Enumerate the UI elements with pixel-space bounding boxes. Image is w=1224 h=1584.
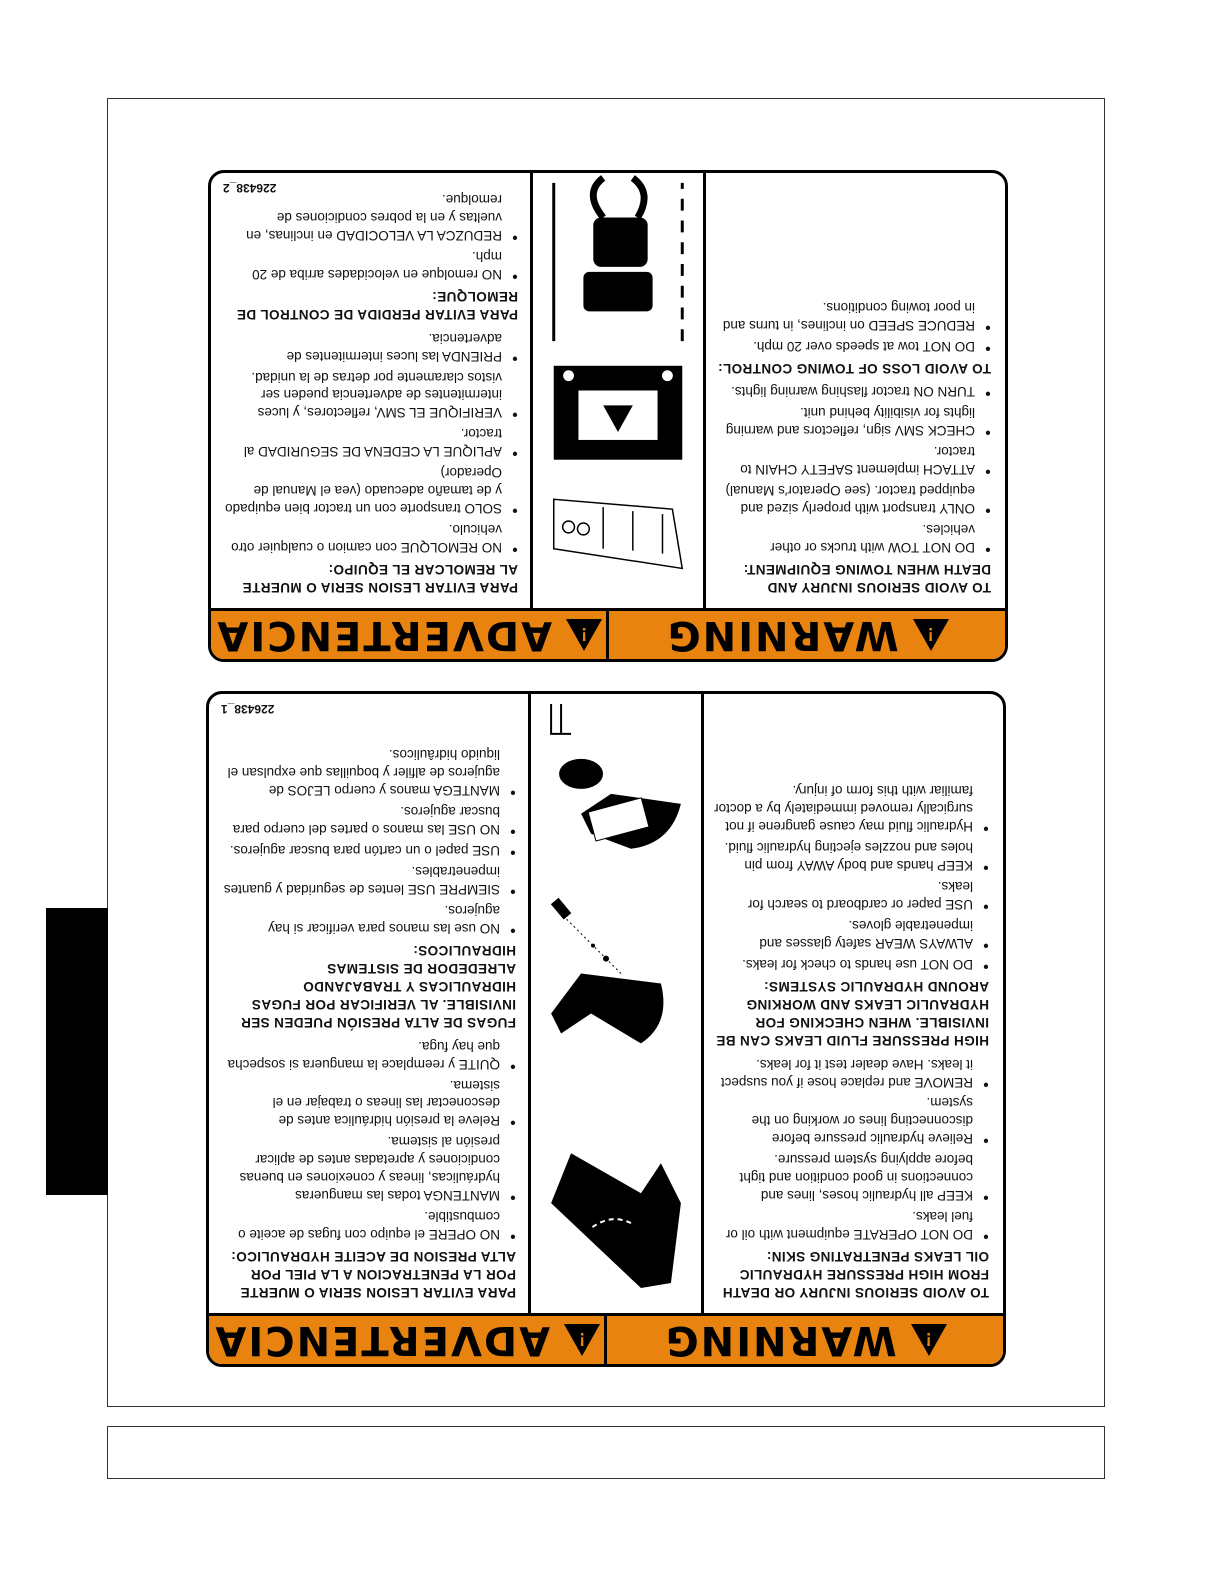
warning-triangle-icon: ! [564, 1324, 600, 1356]
warning-triangle-icon: ! [913, 619, 949, 651]
warning-triangle-icon: ! [566, 619, 602, 651]
list-item: ● NO OPERE el equipo con fugas de aceite o combustible. [221, 1207, 516, 1243]
list-item: ● NO USE las manos o partes del cuerpo para buscar agujeros. [221, 802, 516, 838]
spanish-column [209, 694, 528, 1313]
list-item: ● Releve la presión hidráulica antes de desconectar las lineas o trabajar en el sistema. [221, 1076, 516, 1130]
spanish-column [211, 173, 530, 608]
list-item: ● QUITE y reemplace la manguera si sospecha que hay fuga. [221, 1037, 516, 1073]
list-item: ● DO NOT use hands to check for leaks. [714, 955, 989, 973]
illustration-column [528, 694, 701, 1313]
section-heading: TO AVOID LOSS OF TOWING CONTROL: [717, 360, 991, 376]
towing-safety-decal [208, 170, 1008, 662]
towing-illustration [533, 173, 703, 608]
decal-part-number: 226438_2 [223, 180, 277, 195]
instruction-list [221, 1037, 516, 1243]
instruction-list [714, 1055, 989, 1244]
list-item: ● ONLY transport with properly sized and equipped tractor. (see Operator's Manual) [716, 481, 991, 517]
illustration-column [530, 173, 703, 608]
hand-leak-spray-icon [551, 898, 664, 1044]
advertencia-label: ADVERTENCIA [215, 612, 553, 658]
warning-triangle-icon: ! [911, 1324, 947, 1356]
warning-label: WARNING [663, 1317, 897, 1363]
instruction-list [221, 745, 516, 937]
list-item: ● MANTENGA todas las mangueras hydráulicas, lineas y conexiones en buenas condiciones y apretadas antes de aplicar presión al sistema. [221, 1132, 516, 1204]
list-item: ● REDUZCA LA VELOCIDAD en inclinas, en vueltas y en la pobres condiciones de remolque. [223, 190, 518, 244]
instruction-list [716, 383, 991, 557]
decal-header [209, 1313, 1003, 1364]
list-item: ● USE paper or cardboard to search for leaks. [714, 877, 989, 913]
list-item: ● APLIQUE LA CEDENA DE SEGURIDAD al tractor. [223, 424, 518, 460]
list-item: ● SIEMPRE USE lentes de seguridad y guantes impenetrables. [221, 862, 516, 898]
instruction-list [714, 781, 989, 973]
section-heading: PARA EVITAR LESION SERIA O MUERTE AL REMOLCAR EL EQUIPO: [242, 562, 518, 595]
section-heading: PARA EVITAR LESION SERIA O MUERTE POR LA PENETRACION A LA PIEL POR ALTA PRESION DE ACEITE HYDRAULICO: [230, 1249, 516, 1300]
instruction-list [223, 190, 518, 283]
smv-sign-icon [554, 366, 683, 460]
section-heading: FUGAS DE ALTA PRESIÓN PUEDEN SER INVISIBLE. AL VERIFICAR POR FUGAS HIDRAULICAS Y TRABAJANDO ALREDEDOR DE SISTEMAS HIDRAULICOS: [240, 942, 516, 1030]
list-item: ● ALWAYS WEAR safety glasses and impenetrable gloves. [714, 916, 989, 952]
list-item: ● PRIENDA las luces intermitentes de advertencia. [223, 329, 518, 365]
list-item: ● DO NOT tow at speeds over 20 mph. [716, 337, 991, 355]
section-tab [46, 908, 108, 1195]
list-item: ● NO use las manos para verificar si hay agujeros. [221, 901, 516, 937]
advertencia-label: ADVERTENCIA [213, 1317, 551, 1363]
list-item: ● REMOVE and replace hose if you suspect it leaks. Have dealer test it for leaks. [714, 1055, 989, 1091]
tractor-towing-icon [554, 178, 683, 341]
section-heading: TO AVOID SERIOUS INJURY AND DEATH WHEN TOWING EQUIPMENT: [743, 562, 991, 595]
list-item: ● SOLO transporte con un tractor bien equipado y de tamaño adecuado (vea el Manual de Operador) [223, 463, 518, 517]
list-item: ● DO NOT TOW with trucks or other vehicles. [716, 520, 991, 556]
list-item: ● CHECK SMV sign, reflectors and warning lights for visibility behind unit. [716, 403, 991, 439]
list-item: ● KEEP all hydraulic hoses, lines and connections in good condition and tight before applying system pressure. [714, 1150, 989, 1204]
list-item: ● VERIFIQUE EL SMV, reflectores, y luces intermitentes de advertencia pueden ser vistos claramente por detras de la unidad. [223, 368, 518, 422]
cardboard-check-icon [551, 704, 681, 849]
trailer-hitch-icon [554, 499, 683, 568]
decal-header [211, 608, 1005, 659]
section-heading: HIGH PRESSURE FLUID LEAKS CAN BE INVISIBLE. WHEN CHECKING FOR HYDRAULIC LEAKS AND WORKING AROUND HYDRAULIC SYSTEMS: [715, 978, 989, 1048]
english-column [701, 694, 1003, 1313]
instruction-list [716, 298, 991, 355]
list-item: ● REDUCE SPEED on inclines, in turns and in poor towing conditions. [716, 298, 991, 334]
list-item: ● KEEP hands and body AWAY from pin holes and nozzles ejecting hydraulic fluid. [714, 838, 989, 874]
list-item: ● USE papel o un cartón para buscar agujeros. [221, 841, 516, 859]
list-item: ● NO remolque en velocidades arriba de 20 mph. [223, 247, 518, 283]
warning-label: WARNING [665, 612, 899, 658]
list-item: ● Hydraulic fluid may cause gangrene if not surgically removed immediately by a doctor familiar with this form of injury. [714, 781, 989, 835]
instruction-list [223, 329, 518, 556]
list-item: ● MANTEGA manos y cuerpo LEJOS de agujeros de alfiler y boquillas que expulsan el liquido hidrâulicos. [221, 745, 516, 799]
hydraulic-illustration [531, 694, 701, 1313]
list-item: ● ATTACH implement SAFETY CHAIN to tractor. [716, 442, 991, 478]
list-item: ● NO REMOLQUE con camion o cualquier otro vehiculo. [223, 520, 518, 556]
decal-part-number: 226438_1 [221, 701, 275, 716]
english-column [703, 173, 1005, 608]
list-item: ● Relieve hydraulic pressure before disconnecting lines or working on the system. [714, 1094, 989, 1148]
section-heading: PARA EVITAR PERDIDA DE CONTROL DE REMOLQUE: [236, 288, 518, 322]
list-item: ● DO NOT OPERATE equipment with oil or fuel leaks. [714, 1207, 989, 1243]
list-item: ● TURN ON tractor flashing warning lights. [716, 383, 991, 401]
hand-injection-icon [551, 1153, 681, 1288]
hydraulic-safety-decal [206, 691, 1006, 1367]
page-footer [107, 1426, 1105, 1479]
section-heading: TO AVOID SERIOUS INJURY OR DEATH FROM HIGH PRESSURE HYDRAULIC OIL LEAKS PENETRATING SKIN: [722, 1249, 989, 1300]
